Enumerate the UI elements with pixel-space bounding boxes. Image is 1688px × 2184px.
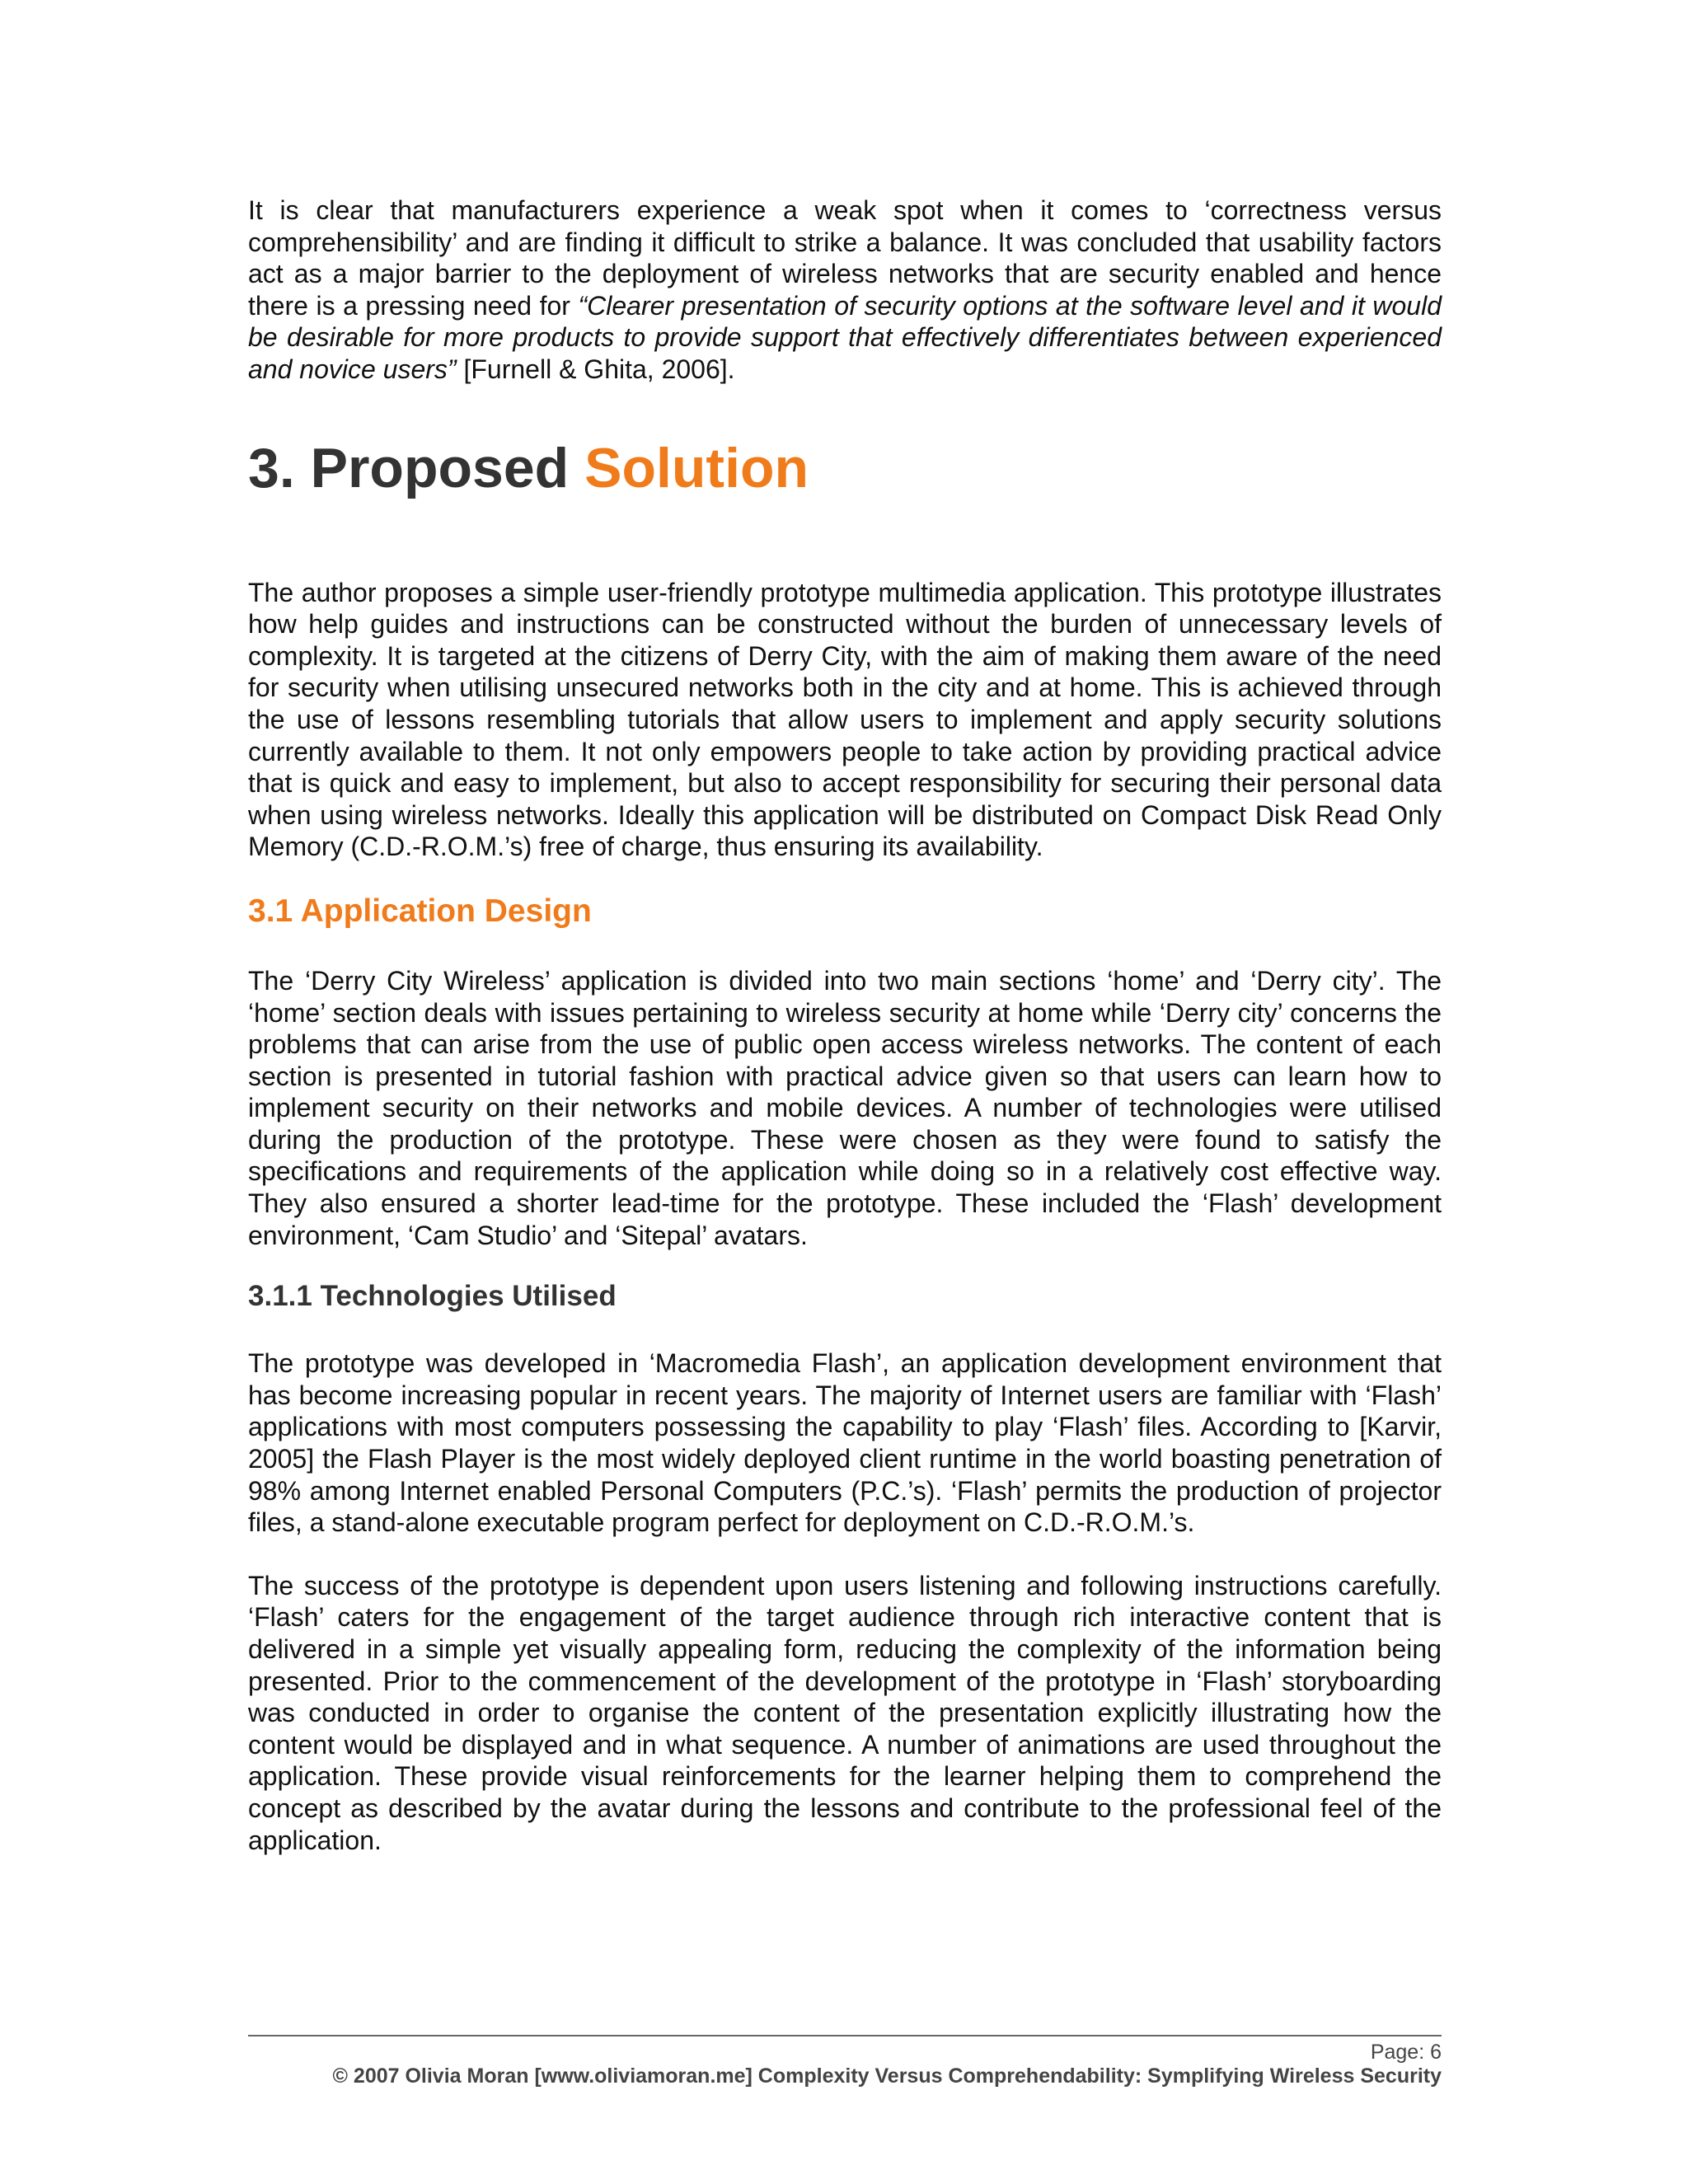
subsection-heading-technologies: 3.1.1 Technologies Utilised <box>248 1280 617 1313</box>
technologies-paragraph-2: The success of the prototype is dependent upon users listening and following instructions carefully. ‘Flash’ caters for the engagement of the target audience through rich interactive content that is delivered in a simple yet visually appealing form, reducing the complexity of the information being presented. Prior to the commencement of the development of the prototype in ‘Flash’ storyboarding was conducted in order to organise the content of the presentation explicitly illustrating how the content would be displayed and in what sequence. A number of animations are used throughout the application. These provide visual reinforcements for the learner helping them to comprehend the concept as described by the avatar during the lessons and contribute to the professional feel of the application. <box>248 1570 1442 1855</box>
application-design-paragraph: The ‘Derry City Wireless’ application is divided into two main sections ‘home’ and ‘Derry city’. The ‘home’ section deals with issues pertaining to wireless security at home while ‘Derry city’ concerns the problems that can arise from the use of public open access wireless networks. The content of each section is presented in tutorial fashion with practical advice given so that users can learn how to implement security on their networks and mobile devices. A number of technologies were utilised during the production of the prototype. These were chosen as they were found to satisfy the specifications and requirements of the application while doing so in a relatively cost effective way. They also ensured a shorter lead-time for the prototype. These included the ‘Flash’ development environment, ‘Cam Studio’ and ‘Sitepal’ avatars. <box>248 965 1442 1250</box>
page-number: Page: 6 <box>1370 2041 1442 2064</box>
page-footer <box>248 2035 1442 2088</box>
document-page <box>248 194 1442 1856</box>
intro-text: It is clear that manufacturers experience a weak spot when it comes to ‘correctness versus comprehensibility’ and are finding it difficult to strike a balance. It was concluded that usability factors act as a major barrier to the deployment of wireless networks that are security enabled and hence there is a pressing need for <box>248 195 1442 321</box>
proposal-paragraph: The author proposes a simple user-friendly prototype multimedia application. This prototype illustrates how help guides and instructions can be constructed without the burden of unnecessary levels of complexity. It is targeted at the citizens of Derry City, with the aim of making them aware of the need for security when utilising unsecured networks both in the city and at home. This is achieved through the use of lessons resembling tutorials that allow users to implement and apply security solutions currently available to them. It not only empowers people to take action by providing practical advice that is quick and easy to implement, but also to accept responsibility for securing their personal data when using wireless networks. Ideally this application will be distributed on Compact Disk Read Only Memory (C.D.-R.O.M.’s) free of charge, thus ensuring its availability. <box>248 577 1442 862</box>
footer-copyright: © 2007 Olivia Moran [www.oliviamoran.me] Complexity Versus Comprehendability: Symplifying Wireless Security <box>332 2064 1442 2088</box>
chapter-heading <box>248 436 1442 499</box>
technologies-paragraph-1: The prototype was developed in ‘Macromedia Flash’, an application development environment that has become increasing popular in recent years. The majority of Internet users are familiar with ‘Flash’ applications with most computers possessing the capability to play ‘Flash’ files. According to [Karvir, 2005] the Flash Player is the most widely deployed client runtime in the world boasting penetration of 98% among Internet enabled Personal Computers (P.C.’s). ‘Flash’ permits the production of projector files, a stand-alone executable program perfect for deployment on C.D.-R.O.M.’s. <box>248 1348 1442 1538</box>
chapter-heading-prefix: 3. Proposed <box>248 436 585 499</box>
chapter-heading-accent: Solution <box>584 436 809 499</box>
footer-divider <box>248 2035 1442 2036</box>
intro-quote: “Clearer presentation of security options at the software level and it would be desirable for more products to provide support that effectively differentiates between experienced and novice users” <box>248 290 1442 384</box>
section-heading-application-design: 3.1 Application Design <box>248 893 592 929</box>
intro-paragraph <box>248 194 1442 386</box>
intro-citation: [Furnell & Ghita, 2006]. <box>456 354 735 384</box>
